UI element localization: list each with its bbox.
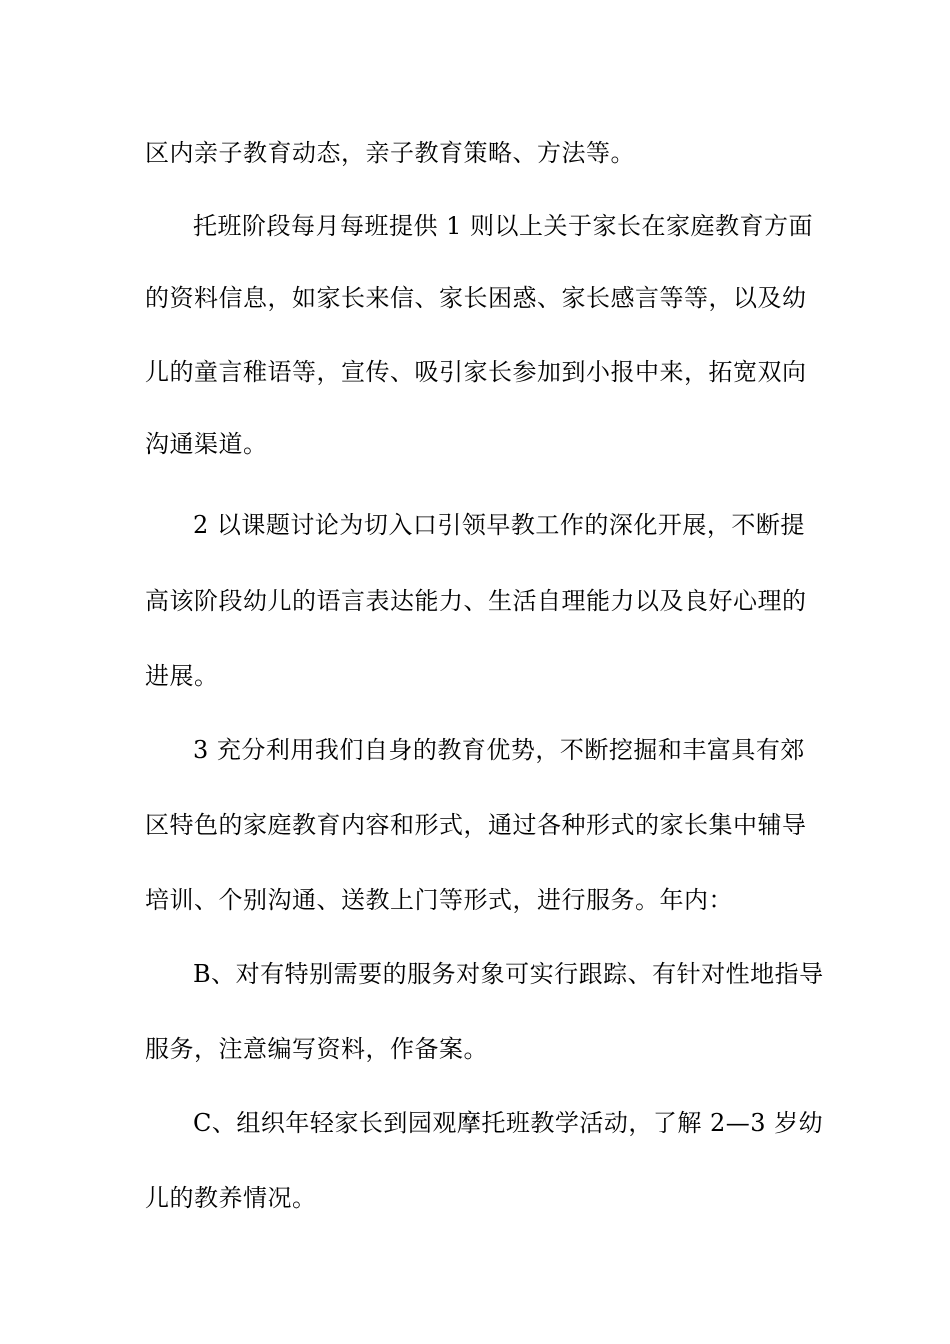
text-line: 进展。 bbox=[145, 662, 219, 690]
paragraph-start: 托班阶段每月每班提供 1 则以上关于家长在家庭教育方面 bbox=[193, 212, 814, 240]
paragraph-start: 2 以课题讨论为切入口引领早教工作的深化开展，不断提 bbox=[193, 511, 805, 539]
paragraph-start: C、组织年轻家长到园观摩托班教学活动，了解 2—3 岁幼 bbox=[193, 1109, 824, 1137]
text-line: 儿的童言稚语等，宣传、吸引家长参加到小报中来，拓宽双向 bbox=[145, 358, 807, 386]
text-line: 沟通渠道。 bbox=[145, 430, 268, 458]
text-line: 的资料信息，如家长来信、家长困惑、家长感言等等，以及幼 bbox=[145, 284, 807, 312]
text-line: 区内亲子教育动态，亲子教育策略、方法等。 bbox=[145, 139, 635, 167]
text-line: 区特色的家庭教育内容和形式，通过各种形式的家长集中辅导 bbox=[145, 811, 807, 839]
text-line: 服务，注意编写资料，作备案。 bbox=[145, 1035, 488, 1063]
text-line: 高该阶段幼儿的语言表达能力、生活自理能力以及良好心理的 bbox=[145, 587, 807, 615]
paragraph-start: B、对有特别需要的服务对象可实行跟踪、有针对性地指导 bbox=[193, 960, 824, 988]
text-line: 培训、个别沟通、送教上门等形式，进行服务。年内： bbox=[145, 886, 733, 914]
text-line: 儿的教养情况。 bbox=[145, 1184, 317, 1212]
paragraph-start: 3 充分利用我们自身的教育优势，不断挖掘和丰富具有郊 bbox=[193, 736, 805, 764]
